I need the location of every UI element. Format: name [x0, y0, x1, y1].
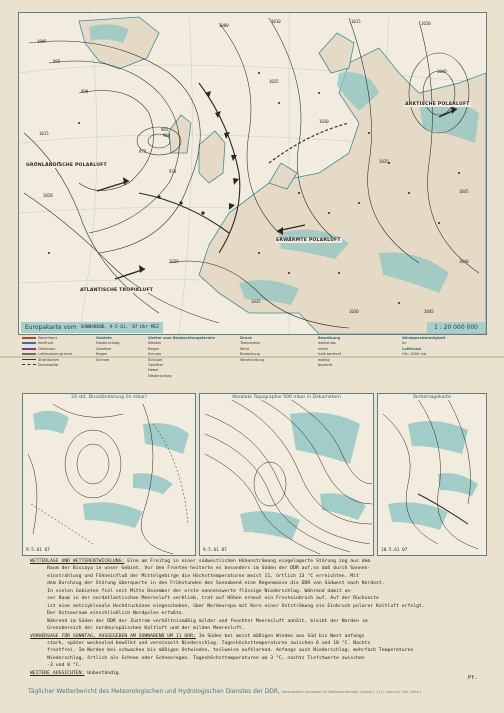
report-line-text: Während im Süden der DDR der Zustrom verhältnismäßig milder und feuchter Meeresluft anhält, bleibt der Norden im [30, 618, 368, 624]
weather-report-text [30, 558, 482, 677]
isobar-label: 970 [169, 169, 177, 174]
legend-entry: Wind [240, 346, 250, 351]
report-line-text: In vielen Gebieten fiel seit Mitte Dezember der erste nennenswerte flüssige Niederschlag. Während damit un- [30, 588, 354, 594]
map-caption-label: Europakarte vom [25, 324, 77, 331]
legend-column-wind [402, 336, 445, 358]
report-line-text: Eine am Freitag in einer südwestlichen Höhenströmung eingelagerte Störung zog aus dem [124, 559, 371, 564]
map-caption [21, 322, 163, 333]
topography-500mb-stamp: 9.5.61 07 [203, 548, 227, 553]
legend-header: Druck [240, 336, 252, 340]
report-line [30, 595, 482, 602]
legend-column-weather [148, 336, 215, 379]
topography-500mb-drawing [200, 394, 373, 555]
airmass-label-atlantische-tropikluft: ATLANTISCHE TROPIKLUFT [80, 288, 154, 293]
jetstream-symbol [22, 359, 36, 360]
legend-entry: wolkenlos [318, 341, 336, 346]
report-section-heading: VORHERSAGE FÜR SONNTAG, AUSGEGEBEN AM SONNABEND UM 11 UHR: [30, 633, 196, 639]
report-line [30, 580, 482, 587]
legend-entry: Luftmassen-grenze [38, 352, 73, 357]
airmass-label-gronlandische-polarluft: GRÖNLÄNDISCHE POLARLUFT [26, 163, 107, 168]
report-line-text: ist eine antizyklonale Hochdruckzone eingeschoben, über Nordeuropa mit Kern einer Ostströmung ein Einbruch polarer Kaltluft erfolgt. [30, 603, 425, 609]
report-line-text: Unbeständig. [84, 670, 122, 676]
map-caption-date: SONNABEND, 9-5-61, [80, 325, 129, 330]
isobar-label: 995 [53, 59, 61, 64]
isobar-label: 1025 [269, 79, 279, 84]
footer-fine-print: Herausgeber: Hauptamt für Wettervorhersage, Leipzig C 1 (1) Lizenz-Nr. 444, Seite 1 [281, 690, 422, 694]
isobar-label: 990 [81, 89, 89, 94]
map-scale: 1 : 20 000 000 [427, 322, 485, 333]
legend-entry: Warmfront [38, 336, 57, 340]
forecast-map-drawing [378, 394, 486, 555]
isobar-label: 980 [163, 133, 171, 138]
forecast-map-stamp: 10.5.61 07 [381, 548, 408, 553]
isobar-label: 1000 [219, 23, 229, 28]
report-line-text: Grenzbereich der nordeuropäischen Kaltluft und der milden Meeresluft. [30, 626, 245, 632]
legend-entry: Bedeckung [240, 352, 260, 357]
legend-entry: Ort: 1000 mb [402, 352, 427, 357]
airmass-label-erwarmte-polarluft: ERWÄRMTE POLARLUFT [276, 238, 341, 243]
isobar-label: 1040 [459, 259, 469, 264]
warm-front-symbol [22, 337, 36, 339]
legend-entry: Niederschlag [148, 373, 172, 378]
legend-entry: Temperatur [240, 341, 261, 346]
map-caption-time: 07 Uhr MEZ [132, 325, 159, 330]
report-line-text: Raum der Biscaya in unser Gebiet. Vor den Fronten heiterte es besonders im Süden der DDR auf,so daß durch Sonnen- [30, 566, 371, 572]
isobar-label: 1015 [351, 19, 361, 24]
legend-column-fronts [22, 336, 72, 368]
europe-map-drawing [19, 13, 486, 334]
legend-entry: kn [402, 341, 407, 346]
pressure-change-stamp: 9.5.61 07 [26, 548, 50, 553]
legend-entry: Windrichtung [240, 357, 265, 362]
signature: Pf. [468, 675, 478, 681]
legend-entry: Nebel [148, 368, 159, 373]
legend-entry: Gewitter [96, 346, 112, 351]
isobar-label: 1030 [349, 309, 359, 314]
legend-column-station [240, 336, 264, 363]
isobar-label: 1010 [271, 19, 281, 24]
legend-entry: Nieseln [148, 341, 162, 346]
cold-front-symbol [22, 342, 36, 344]
legend-entry: Schnee [148, 352, 162, 357]
legend-entry: Strahlstrom [38, 357, 60, 362]
report-line [30, 633, 482, 640]
isobar-label: 1035 [251, 299, 261, 304]
airmass-label-arktische-polarluft: ARKTISCHE POLARLUFT [405, 102, 470, 107]
report-line [30, 610, 482, 617]
report-line [30, 573, 482, 580]
pressure-change-drawing [23, 394, 195, 555]
isobar-label: 1015 [39, 131, 49, 136]
legend-entry: wolkig [318, 357, 330, 362]
legend-entry: Schauer [148, 357, 163, 362]
occlusion-symbol [22, 348, 36, 350]
isobar-label: 1020 [43, 193, 53, 198]
topography-500mb-title: Absolute Topographie 500 mbar in Dekametern [200, 395, 373, 400]
legend-entry: Druckwelle [38, 362, 58, 367]
legend-header: Gebiete [96, 336, 112, 340]
report-line-text: ser Raum in der nordatlantischen Meeresluft verblieb, trat auf Höhen erneut ein Frosteinbruch auf. Auf der Rückseite [30, 596, 379, 602]
report-line-text: Im Süden bei meist mäßigen Winden aus Süd bis West anfangs [195, 633, 365, 639]
report-line-text: einstrahlung und Föhneinfluß der Mittelgebirge die Höchsttemperaturen meist 11, örtlich 13 °C erreichten. Mit [30, 573, 359, 579]
report-line-text: frostfrei. Im Norden bei schwachen bis mäßigen Ostwinden, teilweise aufklarend. Anfangs auch Niederschlag; mehrfach Temperaturen [30, 648, 414, 654]
isobar-label: 1045 [459, 189, 469, 194]
report-line [30, 647, 482, 654]
isobar-label: 1045 [424, 309, 434, 314]
report-line-text: stark, später wechselnd bewölkt und vereinzelt Niederschlag. Tageshöchsttemperaturen zwischen 6 und 10 °C. Nachts [30, 640, 371, 646]
report-line [30, 670, 482, 677]
footer-title: Täglicher Wetterbericht des Meteorologischen und Hydrologischen Dienstes der DDR, [28, 689, 280, 695]
report-line [30, 662, 482, 669]
forecast-map-title: Vorhersagekarte [378, 395, 486, 400]
legend-column-areas [96, 336, 119, 363]
topography-500mb-map [199, 393, 374, 556]
legend-entry: Regen [148, 346, 160, 351]
legend-entry: Niederschlag [96, 341, 120, 346]
report-line [30, 565, 482, 572]
legend-entry: bedeckt [318, 362, 333, 367]
pressure-change-title: 24 std. Druckänderung (in mbar) [23, 395, 195, 400]
report-line [30, 640, 482, 647]
report-line [30, 603, 482, 610]
map-legend [18, 336, 485, 384]
report-line-text: -3 und 0 °C. [30, 663, 82, 669]
pressure-change-map [22, 393, 196, 556]
isobar-label: 975 [139, 149, 147, 154]
report-section-heading: WEITERE AUSSICHTEN: [30, 670, 85, 676]
isobar-label: 1025 [169, 259, 179, 264]
legend-header: Windgeschwindigkeit [402, 336, 446, 340]
report-line [30, 588, 482, 595]
legend-header: Bewölkung [318, 336, 341, 340]
report-line [30, 655, 482, 662]
isobar-label: 1035 [379, 159, 389, 164]
report-line-text: Niederschlag, örtlich als Schnee oder Schneeregen. Tageshöchsttemperaturen um 3 °C, nachts Tiefstwerte zwischen [30, 655, 365, 661]
legend-entry: Okklusion [38, 346, 56, 351]
isobar-label: 1030 [319, 119, 329, 124]
legend-header: Wetter zum Beobachtungstermin [148, 336, 216, 340]
forecast-map [377, 393, 487, 556]
legend-entry: Gewitter [148, 362, 164, 367]
legend-entry: Regen [96, 352, 108, 357]
isobar-label: 985 [161, 127, 169, 132]
europe-synoptic-map [18, 12, 487, 335]
report-line-text: dem Durchzug der Störung überquerte in den Frühstunden des Sonnabend eine Regenmasse die DDR von Südwest nach Nordost. [30, 581, 385, 587]
legend-entry: Kaltfront [38, 341, 54, 346]
airmass-boundary-symbol [22, 353, 36, 355]
report-line [30, 618, 482, 625]
footer [28, 689, 488, 695]
isobar-label: 1005 [37, 39, 47, 44]
legend-entry: halb bedeckt [318, 352, 342, 357]
legend-entry: Schnee [96, 357, 110, 362]
isobar-label: 1020 [421, 21, 431, 26]
isobar-label: 1040 [437, 69, 447, 74]
pressure-wave-symbol [22, 364, 36, 365]
report-line [30, 625, 482, 632]
report-line-text: Der Ostseeraum einschließlich Nordpolen erfaßte. [30, 611, 185, 617]
legend-header: Luftdruck [402, 346, 422, 351]
report-section-heading: WETTERLAGE UND WETTERENTWICKLUNG: [30, 559, 125, 564]
legend-column-cloud-cover [318, 336, 341, 368]
legend-entry: heiter [318, 346, 329, 351]
report-line [30, 558, 482, 565]
